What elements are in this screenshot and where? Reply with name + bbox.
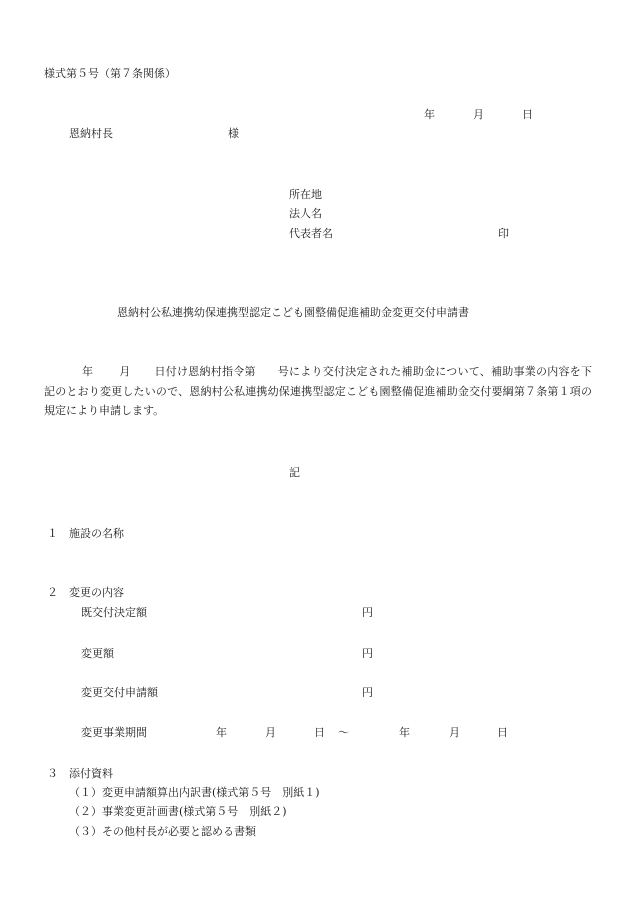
period-start-day: 日	[314, 726, 325, 739]
attachment-item: （３）その他村長が必要と認める書類	[69, 825, 256, 838]
body-rest-text: 号により交付決定された補助金について、補助事業の内容を下記のとおり変更したいので、恩納村公私連携幼保連携型認定こども園整備促進補助金交付要綱第７条第１項の規定により申請します。	[44, 365, 593, 417]
attachment-item: （１）変更申請額算出内訳書(様式第５号 別紙１)	[69, 786, 320, 799]
date-day-label: 日	[522, 108, 533, 121]
project-period-label: 変更事業期間	[81, 726, 147, 739]
body-paragraph	[44, 362, 592, 421]
seal-mark: 印	[498, 227, 509, 240]
section-2-label: 変更の内容	[69, 586, 124, 599]
address-label: 所在地	[289, 188, 322, 201]
change-amount-label: 変更額	[81, 647, 114, 660]
period-start-year: 年	[216, 726, 227, 739]
document-title: 恩納村公私連携幼保連携型認定こども園整備促進補助金変更交付申請書	[117, 306, 469, 319]
section-3-number: ３	[47, 767, 58, 780]
date-month-label: 月	[473, 108, 484, 121]
body-month-label: 月	[119, 365, 131, 378]
addressee-honorific: 様	[228, 127, 239, 140]
attachment-item: （２）事業変更計画書(様式第５号 別紙２)	[69, 805, 287, 818]
period-start-month: 月	[265, 726, 276, 739]
requested-amount-label: 変更交付申請額	[81, 686, 158, 699]
period-end-day: 日	[497, 726, 508, 739]
representative-label: 代表者名	[289, 227, 333, 240]
previous-grant-label: 既交付決定額	[81, 606, 147, 619]
period-end-year: 年	[399, 726, 410, 739]
period-tilde: ～	[338, 726, 349, 739]
body-dated-text: 日付け恩納村指令第	[154, 365, 256, 378]
form-number: 様式第５号（第７条関係）	[44, 67, 176, 80]
addressee-name: 恩納村長	[69, 127, 113, 140]
body-year-label: 年	[82, 365, 94, 378]
section-1-label: 施設の名称	[69, 527, 124, 540]
section-1-number: １	[47, 527, 58, 540]
requested-amount-unit: 円	[362, 686, 373, 699]
corporation-name-label: 法人名	[289, 207, 322, 220]
date-year-label: 年	[424, 108, 435, 121]
previous-grant-unit: 円	[362, 606, 373, 619]
ki-heading: 記	[289, 466, 300, 479]
period-end-month: 月	[449, 726, 460, 739]
section-2-number: ２	[47, 586, 58, 599]
change-amount-unit: 円	[362, 647, 373, 660]
section-3-label: 添付資料	[69, 767, 113, 780]
